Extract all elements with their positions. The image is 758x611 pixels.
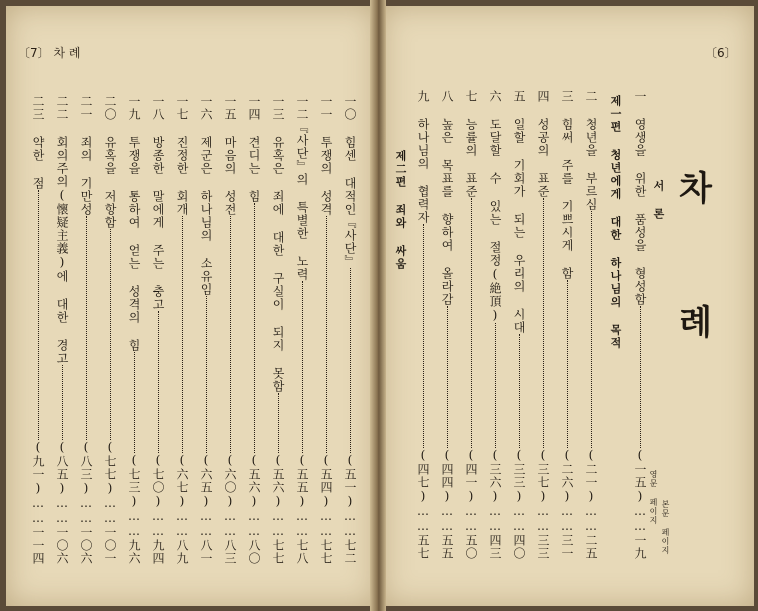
toc-entry: 一一 투쟁의 성격 (五四)……七七 xyxy=(319,95,333,565)
korean-page-label: 본문 페이지 xyxy=(661,500,670,555)
section-heading: 제一편 청년에게 대한 하나님의 목적 xyxy=(609,95,622,350)
section-heading: 제二편 죄와 싸움 xyxy=(394,150,407,271)
toc-entry: 九 하나님의 협력자 (四七)……五七 xyxy=(416,90,430,560)
book-gutter xyxy=(370,0,386,611)
toc-entry: 四 성공의 표준 (三七)……三三 xyxy=(536,90,550,560)
toc-entry: 一 영생을 위한 품성을 형성함 (一五)……一九 xyxy=(633,90,647,560)
english-page-label: 영문 페이지 xyxy=(649,470,658,525)
toc-entry: 一八 방종한 말에게 주는 충고 (七〇)……九四 xyxy=(151,95,165,565)
toc-entry: 五 일할 기회가 되는 우리의 시대 (三三)……四〇 xyxy=(512,90,526,560)
toc-entry: 一二『사단』의 특별한 노력 (五五)……七八 xyxy=(295,95,309,565)
left-page-header: 〔7〕 차 례 xyxy=(18,46,81,60)
right-page-header: 〔6〕 xyxy=(705,46,737,60)
toc-entry: 八 높은 목표를 향하여 올라감 (四四)……五五 xyxy=(440,90,454,560)
toc-entry: 一四 견디는 힘 (五六)……八〇 xyxy=(247,95,261,565)
toc-entry: 二一 죄의 기만성 (八三)……一〇六 xyxy=(79,95,93,565)
toc-entry: 二 청년을 부르심 (二一)……二五 xyxy=(584,90,598,560)
intro-label: 서 론 xyxy=(652,180,665,221)
toc-entry: 二三 약한 점 (九一)……一一四 xyxy=(31,95,45,565)
toc-entry: 三 힘써 주를 기쁘시게 함 (二六)……三一 xyxy=(560,90,574,560)
toc-entry: 一〇 힘센 대적인『사단』 (五一)……七二 xyxy=(343,95,357,565)
toc-entry: 六 도달할 수 있는 절정(絶頂) (三六)……四三 xyxy=(488,90,502,560)
toc-entry: 一三 유혹은 죄에 대한 구실이 되지 못함 (五六)……七七 xyxy=(271,95,285,565)
page-title: 차 례 xyxy=(672,170,712,368)
toc-entry: 一七 진정한 회개 (六七)……八九 xyxy=(175,95,189,565)
toc-entry: 二二 회의주의(懷疑主義)에 대한 경고 (八五)……一〇六 xyxy=(55,95,69,565)
toc-entry: 一六 제군은 하나님의 소유임 (六五)……八一 xyxy=(199,95,213,565)
toc-entry: 一五 마음의 성전 (六〇)……八三 xyxy=(223,95,237,565)
toc-entry: 一九 투쟁을 통하여 얻는 성격의 힘 (七三)……九六 xyxy=(127,95,141,565)
toc-entry: 七 능률의 표준 (四一)……五〇 xyxy=(464,90,478,560)
toc-entry: 二〇 유혹을 저항함 (七七)……一〇一 xyxy=(103,95,117,565)
